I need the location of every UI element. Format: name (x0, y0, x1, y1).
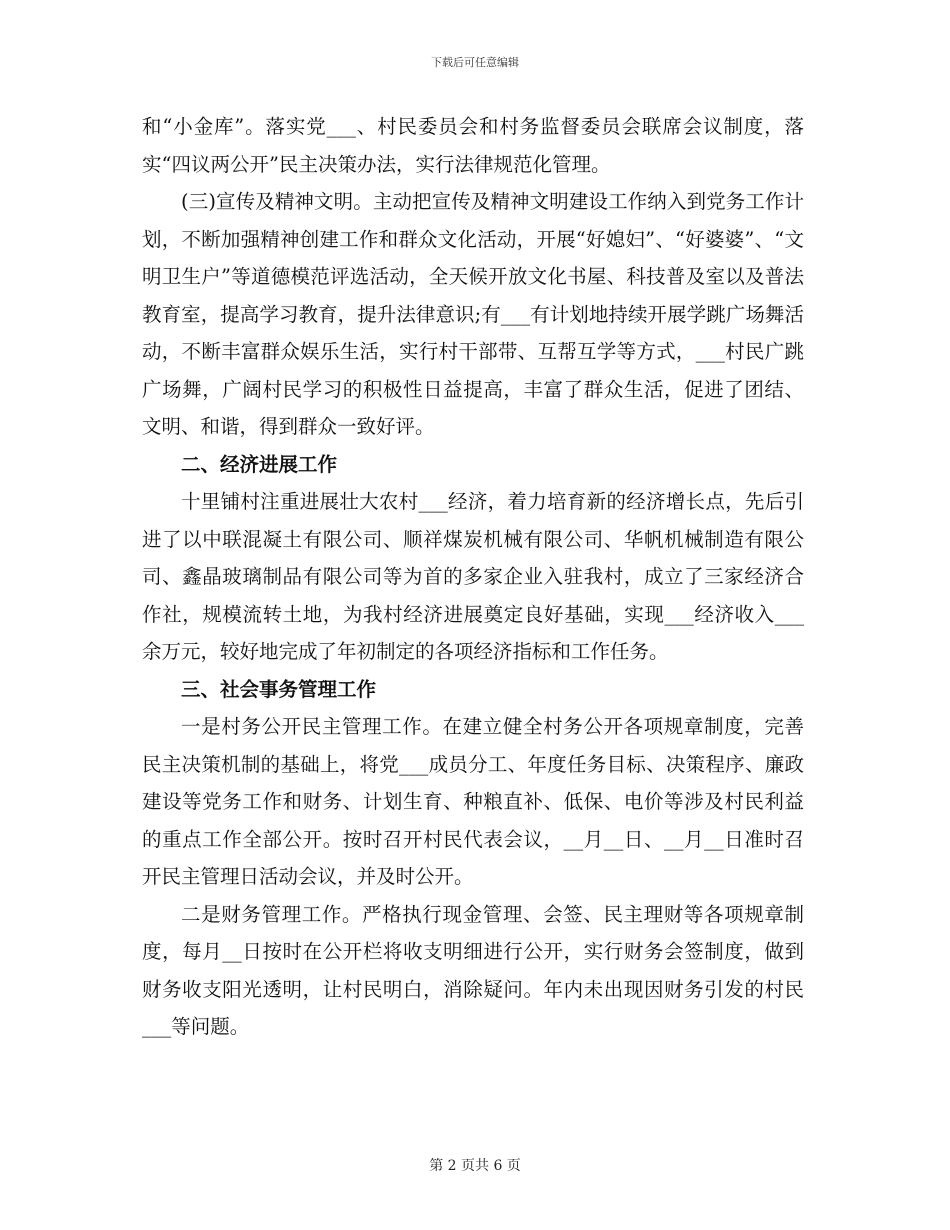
section-heading-social-affairs: 三、社会事务管理工作 (181, 677, 377, 701)
page-header: 下载后可任意编辑 (431, 56, 519, 69)
paragraph-1: 和“小金库”。落实党___、村民委员会和村务监督委员会联席会议制度，落实“四议两公开”民主决策办法，实行法律规范化管理。 (142, 115, 804, 176)
paragraph-2: (三)宣传及精神文明。主动把宣传及精神文明建设工作纳入到党务工作计划，不断加强精神创建工作和群众文化活动，开展“好媳妇”、“好婆婆”、“文明卫生户”等道德模范评选活动，全天候开放文化书屋、科技普及室以及普法教育室，提高学习教育，提升法律意识;有___有计划地持续开展学跳广场舞活动，不断丰富群众娱乐生活，实行村干部带、互帮互学等方式，___村民广跳广场舞，广阔村民学习的积极性日益提高，丰富了群众生活，促进了团结、文明、和谐，得到群众一致好评。 (142, 190, 804, 438)
section-heading-economy: 二、经济进展工作 (181, 452, 338, 476)
document-body (142, 108, 804, 1046)
paragraph-5: 二是财务管理工作。严格执行现金管理、会签、民主理财等各项规章制度，每月__日按时在公开栏将收支明细进行公开，实行财务会签制度，做到财务收支阳光透明，让村民明白，消除疑问。年内未出现因财务引发的村民___等问题。 (142, 902, 804, 1038)
page-footer: 第 2 页共 6 页 (429, 1158, 521, 1174)
paragraph-3: 十里铺村注重进展壮大农村___经济，着力培育新的经济增长点，先后引进了以中联混凝土有限公司、顺祥煤炭机械有限公司、华帆机械制造有限公司、鑫晶玻璃制品有限公司等为首的多家企业入驻我村，成立了三家经济合作社，规模流转土地，为我村经济进展奠定良好基础，实现___经济收入___余万元，较好地完成了年初制定的各项经济指标和工作任务。 (142, 490, 804, 663)
paragraph-4: 一是村务公开民主管理工作。在建立健全村务公开各项规章制度，完善民主决策机制的基础上，将党___成员分工、年度任务目标、决策程序、廉政建设等党务工作和财务、计划生育、种粮直补、低保、电价等涉及村民利益的重点工作全部公开。按时召开村民代表会议，__月__日、__月__日准时召开民主管理日活动会议，并及时公开。 (142, 715, 804, 888)
